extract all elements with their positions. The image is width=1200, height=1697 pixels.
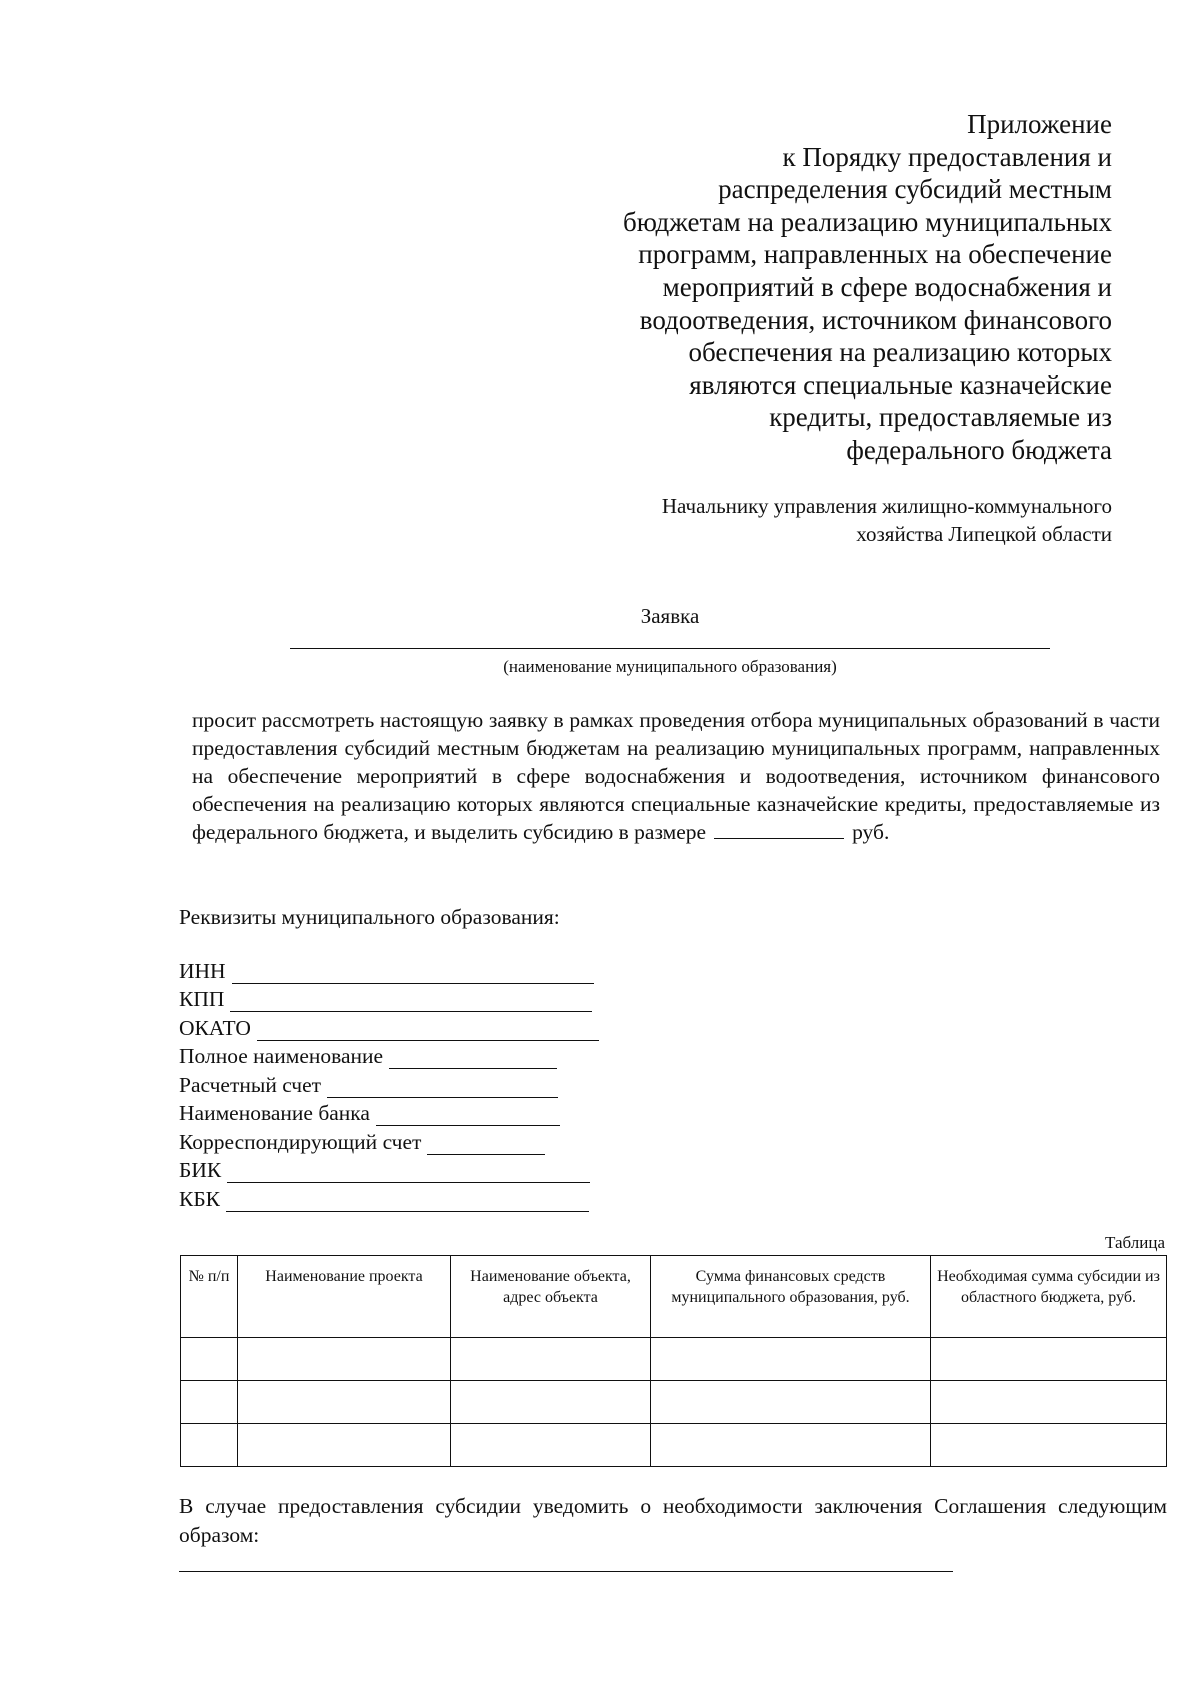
kpp-field[interactable] bbox=[230, 993, 592, 1012]
field-row-account bbox=[179, 1069, 599, 1098]
requisites-title: Реквизиты муниципального образования: bbox=[179, 905, 560, 929]
appendix-line: кредиты, предоставляемые из bbox=[769, 402, 1112, 433]
appendix-line: бюджетам на реализацию муниципальных bbox=[622, 206, 1112, 237]
field-row-bank-name bbox=[179, 1098, 599, 1127]
appendix-line: обеспечения на реализацию которых bbox=[688, 337, 1112, 368]
table-cell[interactable] bbox=[238, 1424, 451, 1467]
bank-name-field[interactable] bbox=[376, 1107, 560, 1126]
funding-table bbox=[180, 1255, 1167, 1467]
addressee-line: Начальнику управления жилищно-коммунального bbox=[661, 494, 1112, 518]
full-name-field[interactable] bbox=[389, 1050, 557, 1069]
inn-field[interactable] bbox=[232, 965, 594, 984]
col-header-project: Наименование проекта bbox=[238, 1256, 451, 1338]
table-cell[interactable] bbox=[181, 1338, 238, 1381]
table-row bbox=[181, 1338, 1167, 1381]
field-row-kbk bbox=[179, 1183, 599, 1212]
table-row bbox=[181, 1424, 1167, 1467]
addressee-line: хозяйства Липецкой области bbox=[856, 522, 1112, 546]
field-row-inn bbox=[179, 955, 599, 984]
field-row-okato bbox=[179, 1012, 599, 1041]
field-label: КБК bbox=[179, 1186, 221, 1211]
field-row-corr-account bbox=[179, 1126, 599, 1155]
table-cell[interactable] bbox=[451, 1424, 651, 1467]
notification-method-field[interactable] bbox=[179, 1571, 953, 1572]
table-cell[interactable] bbox=[451, 1381, 651, 1424]
footer-text: В случае предоставления субсидии уведомить о необходимости заключения Соглашения следующим образом: bbox=[179, 1494, 1167, 1547]
appendix-line: распределения субсидий местным bbox=[718, 174, 1112, 205]
field-label: Корреспондирующий счет bbox=[179, 1129, 422, 1154]
table-cell[interactable] bbox=[238, 1338, 451, 1381]
col-header-subsidy: Необходимая сумма субсидии из областного бюджета, руб. bbox=[931, 1256, 1167, 1338]
field-label: КПП bbox=[179, 987, 225, 1011]
field-label: ИНН bbox=[179, 958, 226, 983]
appendix-line: водоотведения, источником финансового bbox=[639, 304, 1112, 335]
municipality-name-caption: (наименование муниципального образования) bbox=[503, 657, 837, 676]
col-header-municipal-funds: Сумма финансовых средств муниципального образования, руб. bbox=[651, 1256, 931, 1338]
appendix-line: программ, направленных на обеспечение bbox=[638, 239, 1112, 270]
appendix-line: федерального бюджета bbox=[846, 434, 1112, 465]
table-cell[interactable] bbox=[651, 1381, 931, 1424]
table-caption: Таблица bbox=[1105, 1233, 1165, 1252]
amount-unit: руб. bbox=[852, 820, 890, 844]
table-cell[interactable] bbox=[451, 1338, 651, 1381]
table-row bbox=[181, 1381, 1167, 1424]
requisites-fields bbox=[179, 955, 599, 1212]
table-cell[interactable] bbox=[651, 1424, 931, 1467]
appendix-line: Приложение bbox=[967, 109, 1112, 139]
field-label: ОКАТО bbox=[179, 1015, 251, 1040]
field-row-full-name bbox=[179, 1041, 599, 1070]
col-header-object: Наименование объекта, адрес объекта bbox=[451, 1256, 651, 1338]
document-title: Заявка bbox=[640, 604, 700, 628]
kbk-field[interactable] bbox=[226, 1193, 589, 1212]
appendix-line: мероприятий в сфере водоснабжения и bbox=[662, 271, 1112, 302]
field-label: Расчетный счет bbox=[179, 1072, 322, 1097]
addressee bbox=[492, 492, 1112, 548]
account-field[interactable] bbox=[327, 1079, 558, 1098]
appendix-line: являются специальные казначейские bbox=[689, 369, 1112, 400]
municipality-name-field[interactable] bbox=[290, 648, 1050, 649]
table-cell[interactable] bbox=[181, 1424, 238, 1467]
table-cell[interactable] bbox=[931, 1338, 1167, 1381]
field-label: Полное наименование bbox=[179, 1044, 384, 1068]
field-label: Наименование банка bbox=[179, 1101, 370, 1125]
table-cell[interactable] bbox=[181, 1381, 238, 1424]
table-cell[interactable] bbox=[238, 1381, 451, 1424]
bik-field[interactable] bbox=[227, 1164, 590, 1183]
field-label: БИК bbox=[179, 1158, 222, 1182]
table-cell[interactable] bbox=[931, 1381, 1167, 1424]
application-body bbox=[192, 706, 1160, 846]
field-row-bik bbox=[179, 1155, 599, 1184]
col-header-number: № п/п bbox=[181, 1256, 238, 1338]
application-body-text: просит рассмотреть настоящую заявку в рамках проведения отбора муниципальных образований в части предоставления субсидий местным бюджетам на реализацию муниципальных программ, направленных на обеспечение мероприятий в сфере водоснабжения и водоотведения, источником финансового обеспечения на реализацию которых являются специальные казначейские кредиты, предоставляемые из федерального бюджета, и выделить субсидию в размере bbox=[192, 708, 1160, 844]
appendix-header bbox=[472, 108, 1112, 467]
table-cell[interactable] bbox=[651, 1338, 931, 1381]
appendix-line: к Порядку предоставления и bbox=[782, 141, 1112, 172]
corr-account-field[interactable] bbox=[427, 1136, 545, 1155]
subsidy-amount-field[interactable] bbox=[714, 820, 844, 839]
field-row-kpp bbox=[179, 984, 599, 1013]
table-header-row bbox=[181, 1256, 1167, 1338]
table-cell[interactable] bbox=[931, 1424, 1167, 1467]
okato-field[interactable] bbox=[257, 1022, 599, 1041]
